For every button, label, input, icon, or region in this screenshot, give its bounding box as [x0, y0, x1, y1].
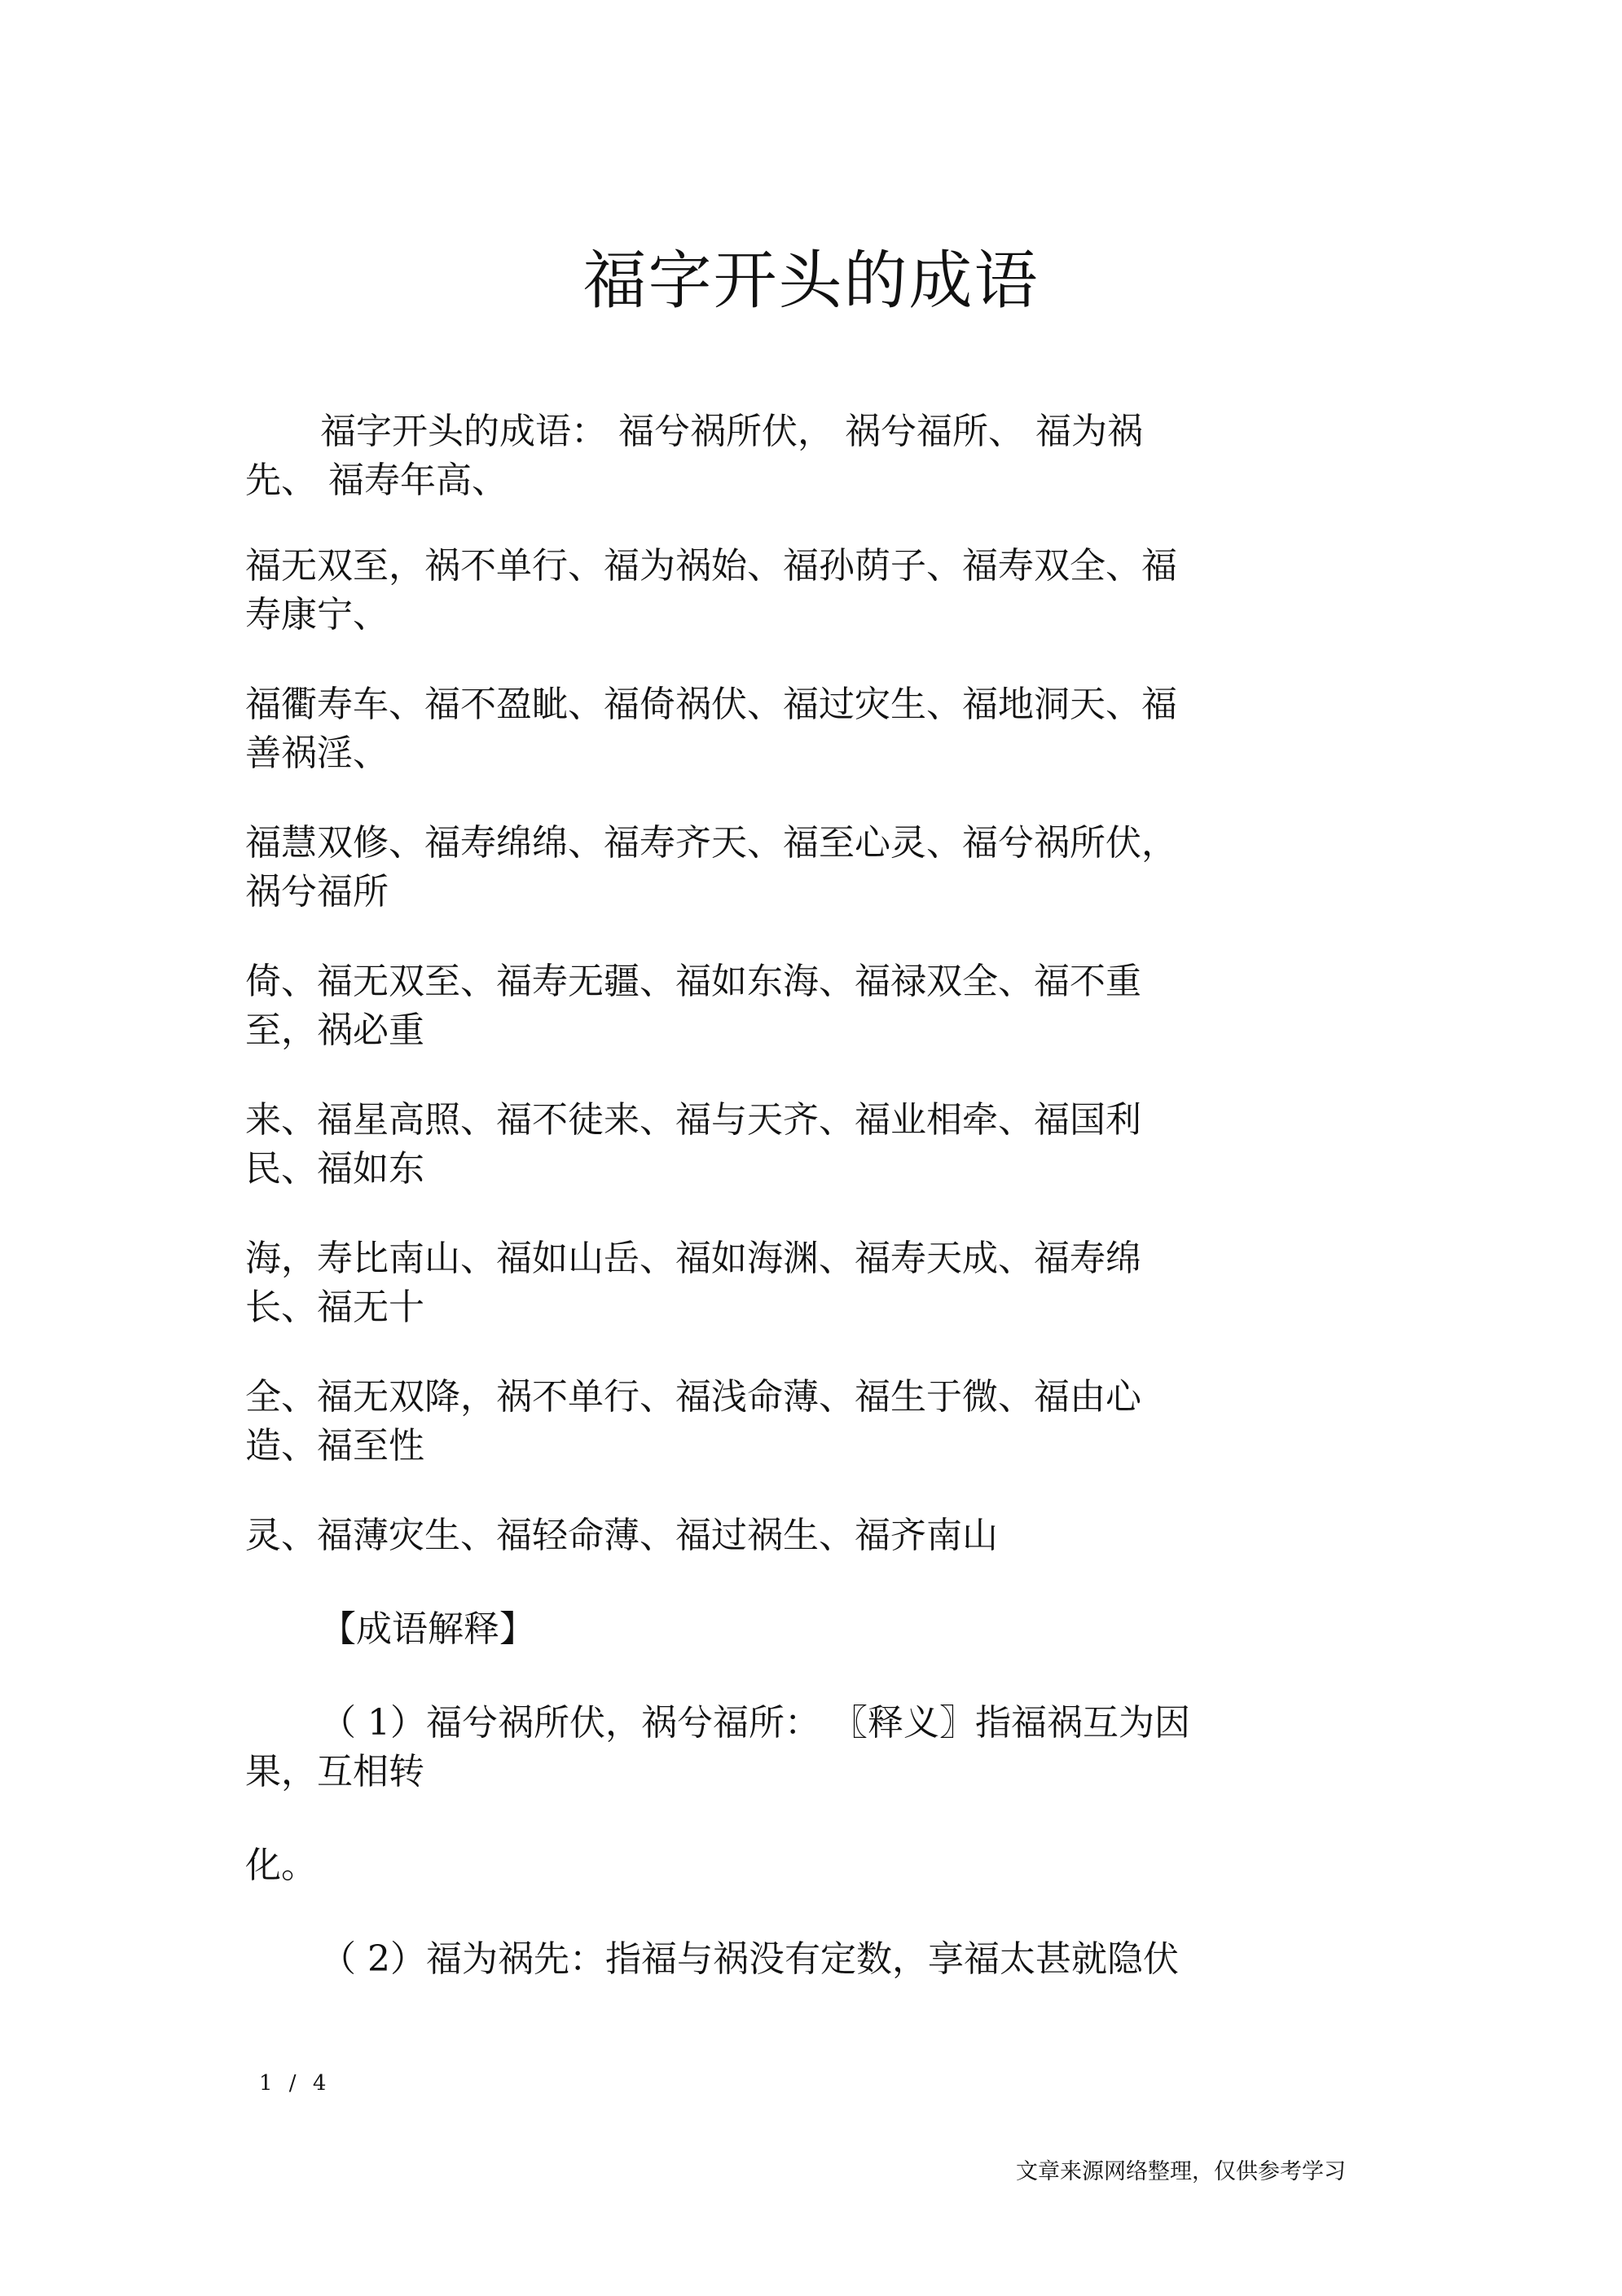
paragraph-line: 造、福至性 [245, 1425, 424, 1467]
paragraph-line: 倚、福无双至、福寿无疆、福如东海、福禄双全、福不重 [245, 961, 1141, 1002]
paragraph-4 [245, 819, 1247, 917]
paragraph-line: 民、福如东 [245, 1148, 424, 1190]
paragraph-line: 全、福无双降，祸不单行、福浅命薄、福生于微、福由心 [245, 1376, 1141, 1418]
paragraph-2 [245, 542, 1247, 640]
paragraph-line: 灵、福薄灾生、福轻命薄、福过祸生、福齐南山 [245, 1515, 998, 1556]
paragraph-line: 善祸淫、 [245, 732, 389, 774]
paragraph-7 [245, 1234, 1247, 1332]
paragraph-3 [245, 680, 1247, 778]
paragraph-6 [245, 1096, 1247, 1194]
paragraph-line: 福衢寿车、福不盈眦、福倚祸伏、福过灾生、福地洞天、福 [245, 684, 1177, 725]
explanation-2-line-1: （ 2）福为祸先：指福与祸没有定数，享福太甚就隐伏 [320, 1938, 1179, 1980]
paragraph-line: 长、福无十 [245, 1287, 424, 1328]
explanation-1-line-1: （ 1）福兮祸所伏，祸兮福所： 〖释义〗指福祸互为因 [320, 1702, 1190, 1744]
page-title: 福字开头的成语 [582, 244, 1040, 318]
paragraph-line: 寿康宁、 [245, 594, 389, 636]
paragraph-line: 至，祸必重 [245, 1009, 424, 1051]
paragraph-line: 福字开头的成语： 福兮祸所伏， 祸兮福所、 福为祸 [320, 411, 1143, 452]
paragraph-9 [245, 1511, 1247, 1560]
paragraph-line: 海，寿比南山、福如山岳、福如海渊、福寿天成、福寿绵 [245, 1238, 1141, 1279]
paragraph-line: 来、福星高照、福不徒来、福与天齐、福业相牵、福国利 [245, 1099, 1141, 1141]
paragraph-5 [245, 957, 1247, 1055]
explanation-1-line-3: 化。 [245, 1845, 317, 1886]
explanation-1-line-2: 果，互相转 [245, 1751, 424, 1792]
paragraph-line: 福慧双修、福寿绵绵、福寿齐天、福至心灵、福兮祸所伏， [245, 822, 1177, 864]
footer-note: 文章来源网络整理，仅供参考学习 [1016, 2159, 1346, 2184]
paragraph-1 [245, 407, 1247, 505]
paragraph-8 [245, 1373, 1247, 1471]
section-heading: 【成语解释】 [320, 1608, 535, 1650]
paragraph-line: 福无双至，祸不单行、福为祸始、福孙荫子、福寿双全、福 [245, 545, 1177, 587]
paragraph-line: 先、 福寿年高、 [245, 460, 508, 501]
paragraph-line: 祸兮福所 [245, 871, 389, 913]
page-number: 1 / 4 [259, 2071, 332, 2096]
